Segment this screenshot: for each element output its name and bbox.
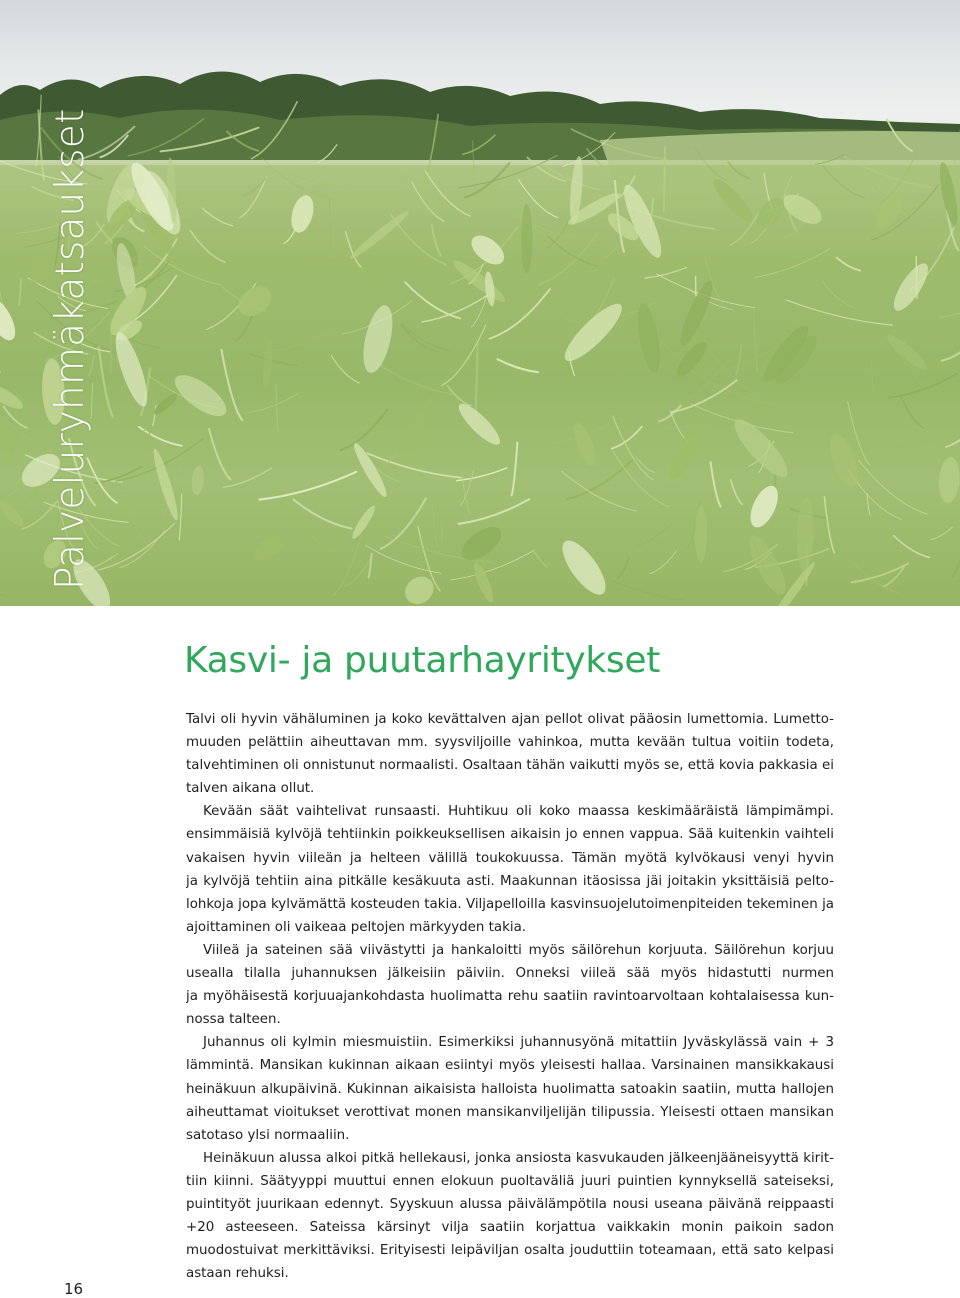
text-line: talven aikana ollut. <box>186 781 315 797</box>
barley-ear <box>521 204 532 274</box>
paragraph-1 <box>186 708 834 800</box>
text-line: puintityöt juurikaan edennyt. Syyskuun alussa päivälämpötila nousi useana päivänä reippaasti <box>186 1196 834 1212</box>
text-line: ja myöhäisestä korjuuajankohdasta huolimatta rehu saatiin ravintoarvoltaan kohtalaisessa kun- <box>186 989 834 1005</box>
text-line: Kevään säät vaihtelivat runsaasti. Huhtikuu oli koko maassa keskimääräistä lämpimämpi. <box>203 804 834 820</box>
text-line: astaan rehuksi. <box>186 1266 289 1282</box>
article-body <box>186 708 834 1285</box>
text-line: talvehtiminen oli onnistunut normaalisti. Osaltaan tähän vaikutti myös se, että kovia pakkasia ei <box>186 758 834 774</box>
text-line: tiin kiinni. Säätyyppi muuttui ennen elokuun puoltaväliä juuri puintien kynnyksellä sateiseksi, <box>186 1173 834 1189</box>
text-line: Viileä ja sateinen sää viivästytti ja hankaloitti myös säilörehun korjuuta. Säilörehun korjuu <box>203 942 834 958</box>
text-line: lohkoja jopa kylvämättä kosteuden takia. Viljapelloilla kasvinsuojelutoimenpiteiden tekeminen ja <box>186 896 834 912</box>
text-line: satotaso ylsi normaaliin. <box>186 1127 350 1143</box>
text-line: Heinäkuun alussa alkoi pitkä hellekausi, jonka ansiosta kasvukauden jälkeenjääneisyyttä kirit- <box>203 1150 834 1166</box>
paragraph-2 <box>186 800 834 939</box>
section-heading: Kasvi- ja puutarhayritykset <box>184 640 661 681</box>
text-line: +20 asteeseen. Sateissa kärsinyt vilja saatiin korjattua vaikkakin monin paikoin sadon <box>186 1220 834 1236</box>
side-title: Palveluryhmäkatsaukset <box>48 108 93 590</box>
paragraph-3 <box>186 939 834 1031</box>
barley-field-illustration <box>0 0 960 606</box>
text-line: ja kylvöjä tehtiin aina pitkälle kesäkuuta asti. Maakunnan itäosissa jäi joitakin yksittäisiä pelto- <box>186 873 834 889</box>
text-line: aiheuttamat vioitukset verottivat monen mansikanviljelijän tilipussia. Yleisesti ottaen mansikan <box>186 1104 834 1120</box>
paragraph-4 <box>186 1031 834 1146</box>
text-line: usealla tilalla juhannuksen jälkeisiin päiviin. Onneksi viileä sää myös hidastutti nurmen <box>186 966 834 982</box>
text-line: Talvi oli hyvin vähäluminen ja koko kevättalven ajan pellot olivat pääosin lumettomia. Lumetto- <box>186 712 834 727</box>
barley-field-photo <box>0 0 960 606</box>
text-line: vakaisen hyvin viileän ja helteen välillä toukokuussa. Tämän myötä kylvökausi venyi hyvin <box>186 850 834 866</box>
barley-ear <box>695 506 707 562</box>
text-line: ajoittaminen oli vaikeaa peltojen märkyyden takia. <box>186 919 527 935</box>
text-line: Juhannus oli kylmin miesmuistiin. Esimerkiksi juhannusyönä mitattiin Jyväskylässä vain + 3 <box>203 1035 834 1051</box>
text-line: nossa talteen. <box>186 1012 281 1028</box>
paragraph-5 <box>186 1147 834 1286</box>
text-line: ensimmäisiä kylvöjä tehtiinkin poikkeuksellisen aikaisin jo ennen vappua. Sää kuitenkin vaihteli <box>186 827 834 843</box>
text-line: muuden pelättiin aiheuttavan mm. syysviljoille vahinkoa, mutta kevään tultua voitiin todeta, <box>186 735 834 751</box>
page-number: 16 <box>64 1280 84 1298</box>
text-line: muodostuivat merkittäviksi. Erityisesti leipäviljan osalta jouduttiin toteamaan, että sato kelpasi <box>186 1243 834 1259</box>
text-line: heinäkuun alkupäivinä. Kukinnan aikaisista halloista huolimatta satoakin saatiin, mutta hallojen <box>186 1081 834 1097</box>
text-line: lämmintä. Mansikan kukinnan aikaan esiintyi myös yleisesti hallaa. Varsinainen mansikkakausi <box>186 1058 834 1074</box>
